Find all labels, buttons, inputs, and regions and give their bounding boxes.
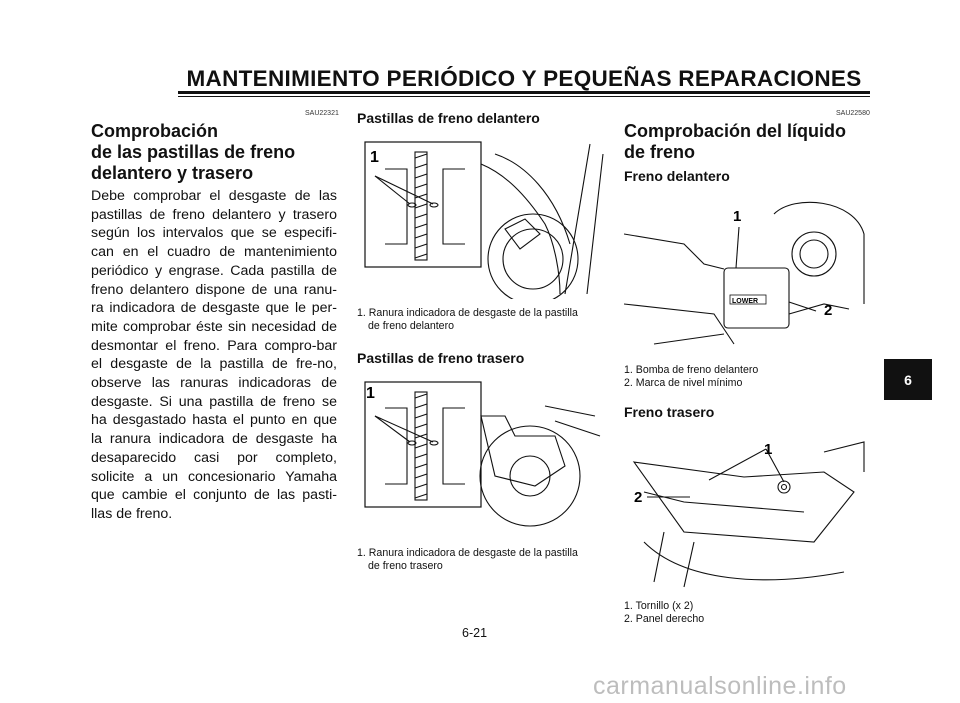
- chapter-title: MANTENIMIENTO PERIÓDICO Y PEQUEÑAS REPARACIONES: [186, 66, 862, 91]
- rear-pads-heading: Pastillas de freno trasero: [357, 350, 525, 366]
- front-brake-pad-figure: [355, 134, 605, 299]
- fluid-section-title: [624, 121, 846, 163]
- section-title-line: Comprobación: [91, 121, 219, 141]
- rear-fluid-heading: Freno trasero: [624, 404, 715, 420]
- callout-number: 1: [366, 385, 375, 402]
- rear-brake-pad-figure: [355, 376, 605, 538]
- section-title-line: de las pastillas de freno: [91, 142, 296, 162]
- front-reservoir-figure: [624, 194, 870, 354]
- callout-number: 1: [764, 441, 773, 458]
- front-fluid-caption: [624, 364, 758, 389]
- section-title: [91, 121, 295, 184]
- watermark: carmanualsonline.info: [593, 672, 847, 700]
- front-fluid-heading: Freno delantero: [624, 168, 730, 184]
- section-code: SAU22580: [836, 110, 870, 117]
- rear-pads-caption: [357, 547, 578, 572]
- callout-number: 1: [370, 149, 379, 166]
- callout-number: 2: [634, 489, 643, 506]
- callout-number: 1: [733, 208, 742, 225]
- rear-fluid-caption: [624, 600, 704, 625]
- front-pads-caption: [357, 307, 578, 332]
- reservoir-label: LOWER: [732, 298, 759, 305]
- caption-line: 1. Tornillo (x 2): [624, 600, 694, 612]
- header-rule: [178, 91, 870, 94]
- caption-line: 2. Panel derecho: [624, 612, 705, 625]
- body-text: Debe comprobar el desgaste de las pastillas de freno delantero y trasero según los intervalos que se especifi-can en el cuadro de mantenimiento periódico y engrase. Cada pastilla de freno delantero dispone de una ranu-ra indicadora de desgaste que le per-mite comprobar éste sin necesidad de desmontar el freno. Para compro-bar el desgaste de la pastilla de fre-no, observe las ranuras indicadoras de desgaste. Si una pastilla de freno se ha desgastado hasta el punto en que la ranura indicadora de desgaste ha desaparecido casi por completo, solicite a un concesionario Yamaha que cambie el conjunto de las pasti-llas de freno.: [91, 188, 337, 522]
- page-header: [178, 66, 870, 92]
- caption-line: 1. Ranura indicadora de desgaste de la pastilla: [357, 547, 578, 559]
- callout-number: 2: [824, 302, 833, 319]
- front-pads-heading: Pastillas de freno delantero: [357, 110, 540, 126]
- page-number: 6-21: [462, 626, 488, 640]
- caption-line: de freno delantero: [368, 319, 454, 332]
- section-title-line: Comprobación del líquido: [624, 121, 846, 141]
- caption-line: 1. Bomba de freno delantero: [624, 364, 759, 376]
- caption-line: de freno trasero: [368, 559, 443, 572]
- section-code: SAU22321: [305, 110, 339, 117]
- header-rule-thin: [178, 96, 870, 97]
- section-title-line: delantero y trasero: [91, 163, 254, 183]
- chapter-tab: 6: [884, 359, 932, 400]
- rear-panel-figure: [624, 432, 870, 592]
- section-title-line: de freno: [624, 142, 696, 162]
- caption-line: 2. Marca de nivel mínimo: [624, 376, 743, 389]
- caption-line: 1. Ranura indicadora de desgaste de la pastilla: [357, 307, 578, 319]
